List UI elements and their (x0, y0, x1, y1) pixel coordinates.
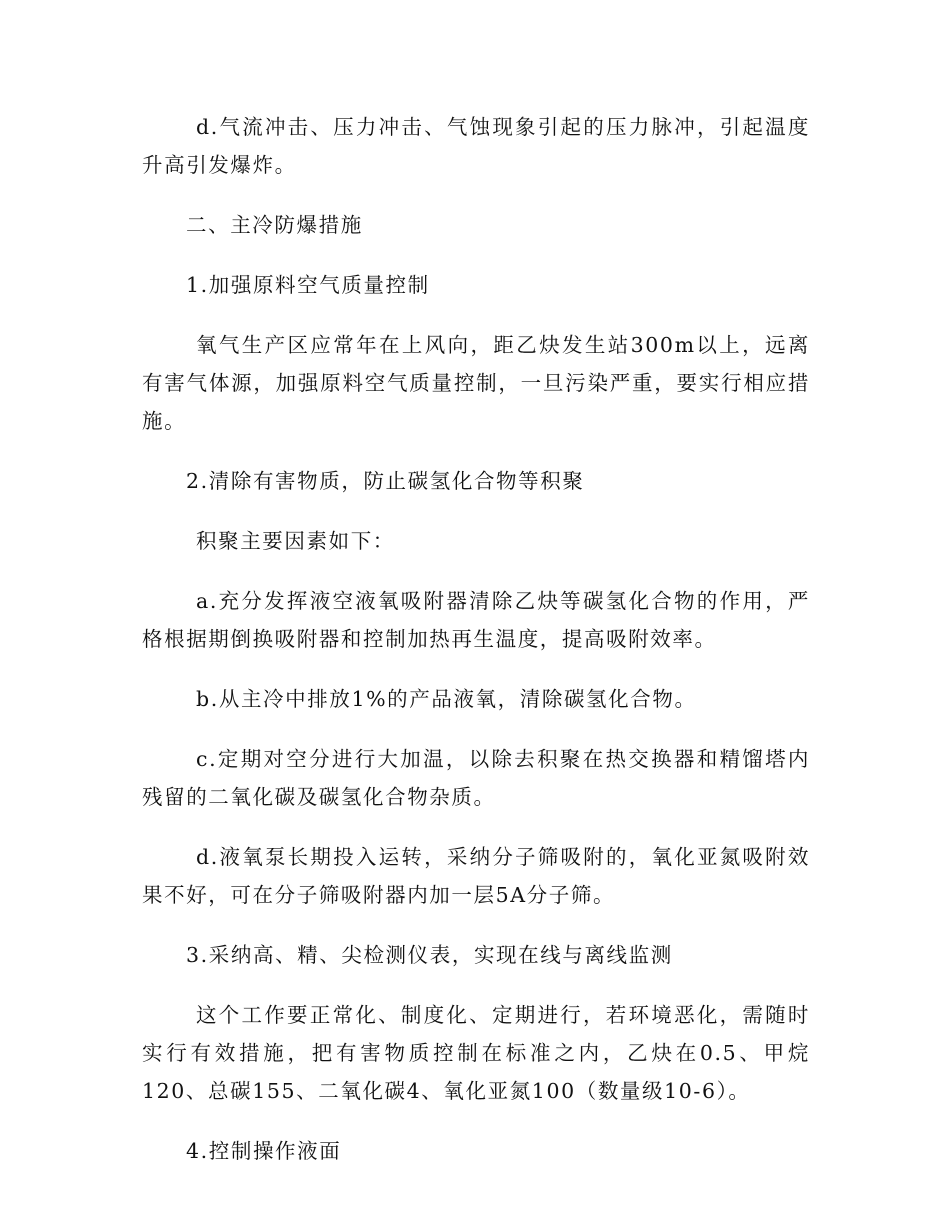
paragraph-item-d: d.液氧泵长期投入运转，采纳分子筛吸附的，氧化亚氮吸附效果不好，可在分子筛吸附器内加一层5A分子筛。 (142, 845, 810, 907)
document-body (142, 108, 810, 1192)
section-heading-explosion-prevention: 二、主冷防爆措施 (186, 213, 363, 237)
subheading-air-quality: 1.加强原料空气质量控制 (186, 273, 430, 297)
paragraph-item-b: b.从主冷中排放1%的产品液氧，清除碳氢化合物。 (196, 687, 697, 711)
subheading-remove-harmful: 2.清除有害物质，防止碳氢化合物等积聚 (186, 469, 585, 493)
subheading-monitoring: 3.采纳高、精、尖检测仪表，实现在线与离线监测 (186, 943, 673, 967)
paragraph-air-quality: 氧气生产区应常年在上风向，距乙炔发生站300m以上，远离有害气体源，加强原料空气质量控制，一旦污染严重，要实行相应措施。 (142, 333, 810, 433)
subheading-liquid-level: 4.控制操作液面 (186, 1139, 342, 1163)
paragraph-monitoring: 这个工作要正常化、制度化、定期进行，若环境恶化，需随时实行有效措施，把有害物质控制在标准之内，乙炔在0.5、甲烷120、总碳155、二氧化碳4、氧化亚氮100（数量级10-6）。 (142, 1003, 810, 1103)
paragraph-accumulation-factors: 积聚主要因素如下： (196, 529, 395, 553)
paragraph-item-a: a.充分发挥液空液氧吸附器清除乙炔等碳氢化合物的作用，严格根据期倒换吸附器和控制加热再生温度，提高吸附效率。 (142, 589, 810, 651)
paragraph-pressure-pulse: d.气流冲击、压力冲击、气蚀现象引起的压力脉冲，引起温度升高引发爆炸。 (142, 115, 810, 177)
paragraph-item-c: c.定期对空分进行大加温，以除去积聚在热交换器和精馏塔内残留的二氧化碳及碳氢化合物杂质。 (142, 747, 810, 809)
